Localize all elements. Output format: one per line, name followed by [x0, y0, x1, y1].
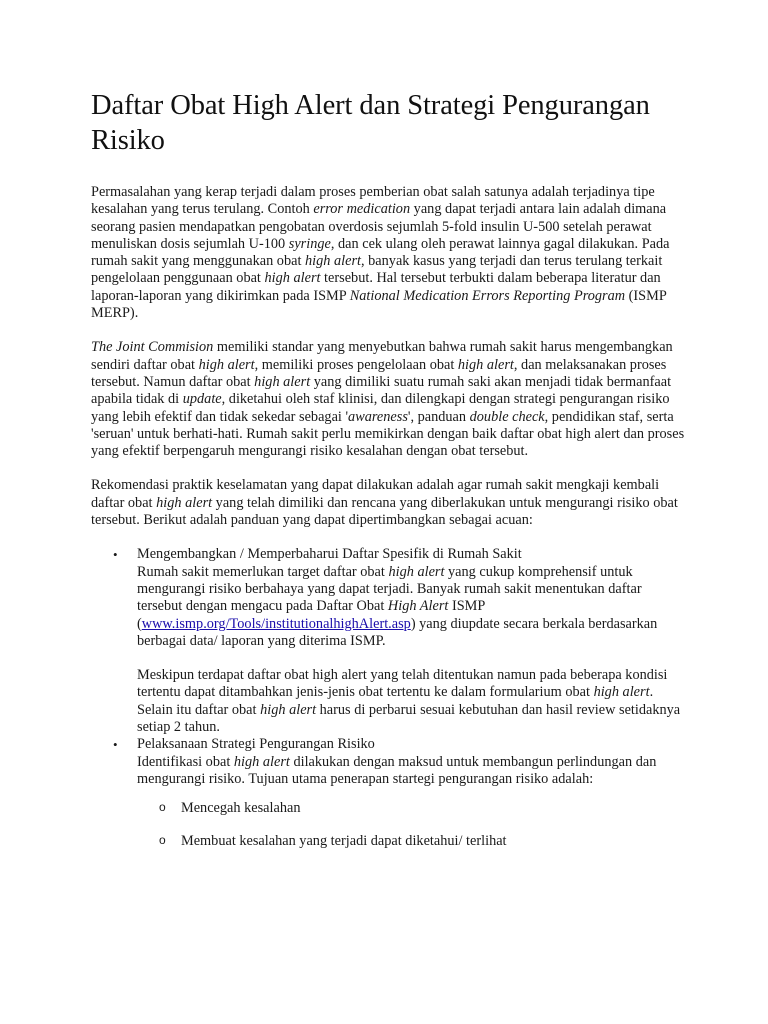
list-item-develop-list	[137, 546, 690, 736]
list-item-heading: • Mengembangkan / Memperbaharui Daftar Spesifik di Rumah Sakit	[137, 546, 522, 563]
page-title: Daftar Obat High Alert dan Strategi Pengurangan Risiko	[91, 90, 650, 156]
emphasis-text: high alert	[254, 373, 311, 390]
paragraph-intro	[91, 184, 690, 322]
emphasis-text: high alert	[305, 253, 361, 270]
emphasis-text: High Alert	[387, 598, 449, 615]
emphasis-text: National Medication Errors Reporting Program	[349, 287, 626, 304]
text-run: Permasalahan yang kerap terjadi dalam proses pemberian obat salah satunya adalah terjadinya tipe kesalahan yang terus terulang. Contoh	[91, 184, 655, 218]
text-run: Rekomendasi praktik keselamatan yang dapat dilakukan adalah agar rumah sakit mengkaji kembali daftar obat	[91, 477, 660, 511]
paragraph-recommendation	[91, 477, 690, 529]
text-run: yang cukup komprehensif untuk mengurangi risiko berbahaya yang dapat terjadi. Banyak rumah sakit menentukan daftar tersebut dengan mengacu pada Daftar Obat	[137, 563, 642, 615]
text-run: harus di perbarui sesuai kebutuhan dan hasil review setidaknya setiap 2 tahun.	[137, 701, 681, 736]
emphasis-text: high alert	[388, 563, 445, 580]
emphasis-text: high alert	[264, 270, 321, 287]
emphasis-text: high alert	[457, 356, 514, 373]
sub-list-item: o Membuat kesalahan yang terjadi dapat diketahui/ terlihat	[181, 833, 690, 850]
emphasis-text: double check	[469, 408, 545, 425]
emphasis-text: high alert	[198, 356, 255, 373]
text-run: ', panduan	[407, 408, 470, 425]
text-run: , diketahui oleh staf klinisi, dan dilengkapi dengan strategi pengurangan risiko yang lebih efektif dan tidak sekedar sebagai '	[91, 391, 670, 425]
list-item-risk-strategy	[137, 736, 690, 849]
emphasis-text: high alert	[593, 684, 650, 701]
emphasis-text: syringe	[288, 235, 331, 252]
spacer	[137, 650, 690, 667]
text-run: memiliki standar yang menyebutkan bahwa rumah sakit harus mengembangkan sendiri daftar obat	[91, 339, 673, 373]
guidance-list	[91, 546, 690, 849]
emphasis-text: The Joint Commision	[91, 339, 214, 356]
text-run: Identifikasi obat	[137, 753, 234, 770]
emphasis-text: error medication	[313, 201, 411, 218]
text-run: Meskipun terdapat daftar obat high alert yang telah ditentukan namun pada beberapa kondisi tertentu dapat ditambahkan jenis-jenis obat tertentu ke dalam formularium obat	[137, 667, 668, 701]
emphasis-text: high alert	[260, 701, 317, 718]
text-run: dilakukan dengan maksud untuk membangun perlindungan dan mengurangi risiko. Tujuan utama penerapan startegi pengurangan risiko adalah:	[137, 753, 657, 787]
strategy-goals-list	[137, 800, 690, 850]
text-run: yang telah dimiliki dan rencana yang diberlakukan untuk mengurangi risiko obat tersebut. Berikut adalah panduan yang dapat dipertimbangkan sebagai acuan:	[91, 494, 678, 529]
text-run: ) yang diupdate secara berkala berdasarkan berbagai data/ laporan yang diterima ISMP.	[137, 615, 658, 649]
text-run: . Selain itu daftar obat	[137, 684, 654, 718]
text-run: yang dimiliki suatu rumah saki akan menjadi tidak bermanfaat apabila tidak di	[91, 373, 672, 408]
text-run: , dan melaksanakan proses tersebut. Namun daftar obat	[91, 356, 667, 390]
list-item-heading: • Pelaksanaan Strategi Pengurangan Risiko	[137, 736, 375, 753]
emphasis-text: high alert	[233, 753, 290, 770]
text-run: yang dapat terjadi antara lain adalah dimana seorang pasien mendapatkan pengobatan overdosis sejumlah 5-fold insulin U-500 setelah perawat menuliskan dosis sejumlah U-100	[91, 201, 667, 252]
text-run: , dan cek ulang oleh perawat lainnya gagal dilakukan. Pada rumah sakit yang menggunakan obat	[91, 235, 670, 270]
emphasis-text: high alert	[156, 494, 213, 511]
list-item-body	[137, 754, 690, 789]
text-run: , banyak kasus yang terjadi dan terus terulang terkait pengelolaan penggunaan obat	[91, 253, 663, 287]
text-run: , memiliki proses pengelolaan obat	[254, 356, 458, 373]
list-item-body	[137, 564, 690, 650]
text-run: Rumah sakit memerlukan target daftar obat	[137, 563, 389, 580]
list-item-body	[137, 667, 690, 736]
text-run: tersebut. Hal tersebut terbukti dalam beberapa literatur dan laporan-laporan yang dikirimkan pada ISMP	[91, 270, 661, 304]
paragraph-joint-commision	[91, 339, 690, 460]
text-run: , pendidikan staf, serta 'seruan' untuk berhati-hati. Rumah sakit perlu memikirkan dengan baik daftar obat high alert dan proses yang efektif berpengaruh mengurangi risiko kesalahan dengan obat tersebut.	[91, 408, 685, 460]
text-run: ISMP (	[137, 598, 485, 632]
sub-list-item: o Mencegah kesalahan	[181, 800, 690, 817]
emphasis-text: update	[182, 391, 222, 408]
emphasis-text: awareness	[348, 408, 408, 425]
ismp-link[interactable]: www.ismp.org/Tools/institutionalhighAlert.asp	[141, 615, 411, 632]
text-run: (ISMP MERP).	[91, 287, 667, 322]
